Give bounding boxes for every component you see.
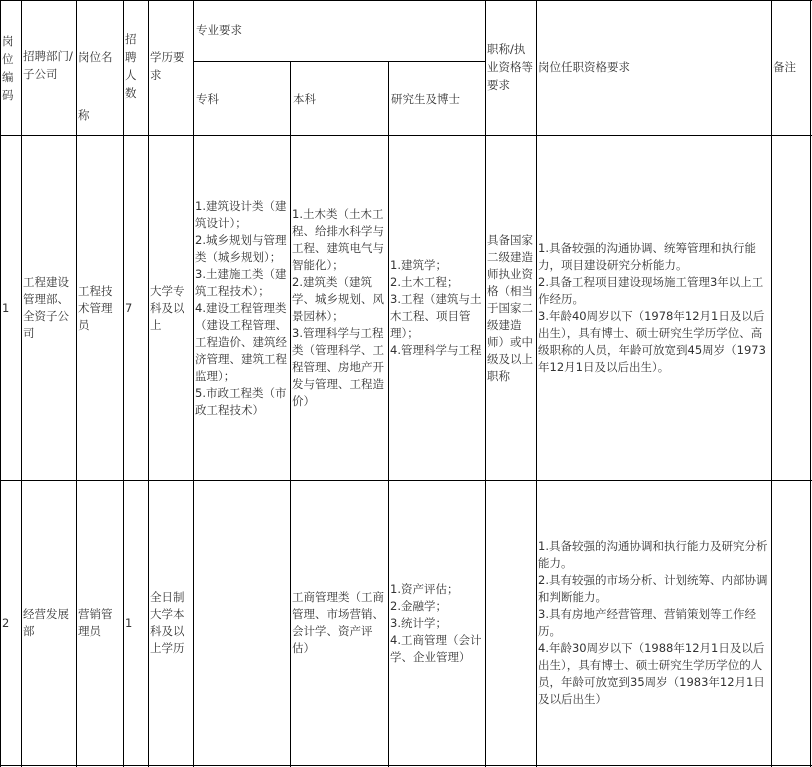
row1-edu bbox=[149, 136, 193, 480]
row2-major-bachelor-text: 工商管理类（工商管理、市场营销、会计学、资产评估） bbox=[292, 590, 384, 655]
header-note-text: 备注 bbox=[773, 60, 796, 74]
row1-note bbox=[772, 136, 810, 480]
header-code bbox=[1, 1, 21, 135]
row1-dept bbox=[22, 136, 76, 480]
row1-major-grad bbox=[389, 136, 485, 480]
row1-post bbox=[77, 136, 123, 480]
header-count bbox=[124, 30, 148, 130]
row2-code bbox=[1, 481, 21, 765]
row2-major-junior bbox=[194, 481, 290, 765]
header-dept-text: 招聘部门/子公司 bbox=[23, 49, 73, 81]
table-border-right bbox=[810, 0, 811, 767]
row2-count bbox=[124, 481, 148, 765]
header-major-bachelor bbox=[292, 90, 387, 110]
header-edu bbox=[149, 48, 193, 108]
row2-post bbox=[77, 481, 123, 765]
row2-edu-text: 全日制大学本科及以上学历 bbox=[150, 590, 185, 655]
header-dept bbox=[22, 47, 76, 107]
header-post bbox=[77, 28, 123, 122]
table-border-top bbox=[0, 0, 812, 1]
row1-major-junior-text: 1.建筑设计类（建筑设计）； 2.城乡规划与管理类（城乡规划）； 3.土建施工类（建筑工程技术）； 4.建设工程管理类（建设工程管理、工程造价、建筑经济管理、建筑工程监理）； 5.市政工程类（市政工程技术） bbox=[195, 198, 287, 417]
row1-major-bachelor bbox=[291, 136, 388, 480]
row1-post-text: 工程技术管理员 bbox=[78, 283, 113, 332]
header-major-text: 专业要求 bbox=[196, 23, 242, 37]
row2-major-bachelor bbox=[291, 481, 388, 765]
row2-major-grad-text: 1.资产评估； 2.金融学； 3.统计学； 4.工商管理（会计学、企业管理） bbox=[390, 581, 482, 664]
row1-major-grad-text: 1.建筑学； 2.土木工程； 3.工程（建筑与土木工程、项目管理）； 4.管理科学与工程 bbox=[390, 258, 482, 357]
row1-count-text: 7 bbox=[125, 300, 133, 315]
header-qualification bbox=[537, 58, 771, 78]
header-major-grad bbox=[390, 90, 485, 110]
header-edu-text: 学历要求 bbox=[150, 50, 185, 82]
header-subdivider bbox=[193, 61, 485, 62]
row1-title-req bbox=[486, 136, 536, 480]
row1-count bbox=[124, 136, 148, 480]
header-count-text: 招聘人数 bbox=[125, 32, 137, 100]
row2-dept-text: 经营发展部 bbox=[23, 607, 69, 638]
header-code-text: 岗位编码 bbox=[2, 34, 14, 102]
header-title-req-text: 职称/执业资格等要求 bbox=[487, 42, 533, 92]
row1-code bbox=[1, 136, 21, 480]
row2-title-req bbox=[486, 481, 536, 765]
row1-major-junior bbox=[194, 136, 290, 480]
row1-major-bachelor-text: 1.土木类（土木工程、给排水科学与工程、建筑电气与智能化）； 2.建筑类（建筑学、城乡规划、风景园林）； 3.管理科学与工程类（管理科学、工程管理、房地产开发与管理、工程造价） bbox=[292, 207, 384, 408]
row2-note bbox=[772, 481, 810, 765]
row2-edu bbox=[149, 481, 193, 765]
header-title-req bbox=[486, 40, 536, 100]
row2-post-text: 营销管理员 bbox=[78, 607, 113, 638]
row2-qualification bbox=[537, 481, 771, 765]
row2-qualification-text: 1.具备较强的沟通协调和执行能力及研究分析能力。 2.具有较强的市场分析、计划统筹、内部协调和判断能力。 3.具有房地产经营管理、营销策划等工作经历。 4.年龄30周岁以下（1988年12月1日及以后出生），具有博士、硕士研究生学历学位的人员，年龄可放宽到35周岁（1983年12月1日及以后出生） bbox=[538, 539, 768, 706]
row1-qualification bbox=[537, 136, 771, 480]
header-post-text: 岗位名称 bbox=[78, 50, 113, 122]
header-major-bachelor-text: 本科 bbox=[293, 92, 316, 106]
header-note bbox=[772, 58, 810, 78]
row2-dept bbox=[22, 481, 76, 765]
header-major-junior-text: 专科 bbox=[196, 92, 219, 106]
row1-qualification-text: 1.具备较强的沟通协调、统筹管理和执行能力，项目建设研究分析能力。 2.具备工程项目建设现场施工管理3年以上工作经历。 3.年龄40周岁以下（1978年12月1日及以后出生），具有博士、硕士研究生学历学位、高级职称的人员，年龄可放宽到45周岁（1973年12月1日及以后出生）。 bbox=[538, 241, 766, 374]
table-border-bottom bbox=[0, 765, 812, 766]
header-qualification-text: 岗位任职资格要求 bbox=[538, 60, 630, 74]
row2-count-text: 1 bbox=[125, 615, 133, 630]
row1-dept-text: 工程建设管理部、全资子公司 bbox=[23, 275, 69, 340]
row1-edu-text: 大学专科及以上 bbox=[150, 283, 185, 332]
row2-code-text: 2 bbox=[2, 615, 10, 630]
row1-code-text: 1 bbox=[2, 300, 10, 315]
header-major-grad-text: 研究生及博士 bbox=[391, 92, 460, 106]
header-major-junior bbox=[195, 90, 290, 110]
row1-title-req-text: 具备国家二级建造师执业资格（相当于国家二级建造师）或中级及以上职称 bbox=[487, 232, 533, 383]
header-major bbox=[195, 21, 395, 41]
row2-major-grad bbox=[389, 481, 485, 765]
